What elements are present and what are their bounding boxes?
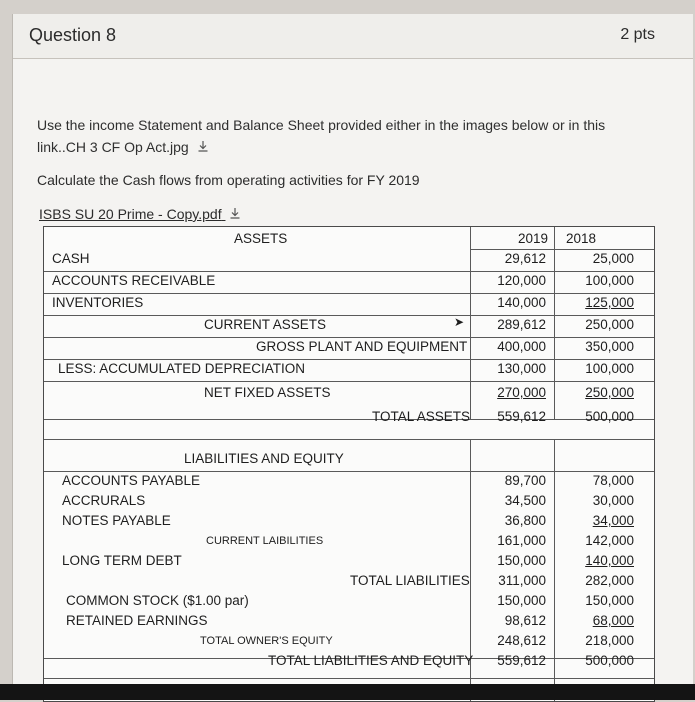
row-ar-label: ACCOUNTS RECEIVABLE [52,273,216,288]
assets-header: ASSETS [234,231,288,246]
row-total-liab-2019: 311,000 [498,573,546,588]
download-icon[interactable] [229,208,241,222]
row-gross-plant-label: GROSS PLANT AND EQUIPMENT [256,339,468,354]
row-current-liab-2018: 142,000 [585,533,634,548]
cursor-icon: ➤ [454,315,465,329]
calculate-prompt: Calculate the Cash flows from operating activities for FY 2019 [37,172,420,188]
row-common-stock-label: COMMON STOCK ($1.00 par) [66,593,249,608]
question-header [13,14,693,59]
row-ap-2019: 89,700 [504,473,546,488]
download-icon[interactable] [197,141,209,155]
row-common-stock-2019: 150,000 [497,593,546,608]
row-accum-dep-2019: 130,000 [497,361,546,376]
bottom-edge [0,684,695,700]
row-accrurals-2018: 30,000 [592,493,634,508]
row-total-assets-2019: 559,612 [497,409,546,424]
liabilities-header: LIABILITIES AND EQUITY [184,451,344,466]
row-inventories-label: INVENTORIES [52,295,144,310]
row-cash-2019: 29,612 [504,251,546,266]
row-accum-dep-2018: 100,000 [585,361,634,376]
row-gross-plant-2018: 350,000 [585,339,634,354]
row-ar-2018: 100,000 [585,273,634,288]
row-accrurals-label: ACCRURALS [62,493,146,508]
year-2019-header: 2019 [518,231,549,246]
pdf-link[interactable]: ISBS SU 20 Prime - Copy.pdf [39,206,222,222]
row-retained-2019: 98,612 [504,613,546,628]
row-total-assets-2018: 500,000 [585,409,634,424]
row-ltd-2019: 150,000 [497,553,546,568]
instruction-line-2 [37,136,637,159]
row-total-le-2018: 500,000 [585,653,634,668]
row-common-stock-2018: 150,000 [585,593,634,608]
row-inventories-2019: 140,000 [497,295,546,310]
row-accum-dep-label: LESS: ACCUMULATED DEPRECIATION [58,361,306,376]
row-cash-2018: 25,000 [592,251,634,266]
question-instructions [37,114,637,159]
question-points: 2 pts [620,26,655,43]
row-accrurals-2019: 34,500 [504,493,546,508]
row-total-liab-2018: 282,000 [585,573,634,588]
row-ar-2019: 120,000 [497,273,546,288]
row-current-assets-label: CURRENT ASSETS [204,317,327,332]
row-total-liab-label: TOTAL LIABILITIES [350,573,470,588]
row-ltd-2018: 140,000 [585,553,634,568]
row-notes-payable-2018: 34,000 [592,513,634,528]
question-title: Question 8 [29,25,117,45]
row-total-le-2019: 559,612 [497,653,546,668]
row-notes-payable-2019: 36,800 [504,513,546,528]
row-current-assets-2019: 289,612 [497,317,546,332]
row-current-liab-2019: 161,000 [497,533,546,548]
row-current-liab-label: CURRENT LAIBILITIES [206,535,324,547]
row-total-assets-label: TOTAL ASSETS [372,409,471,424]
image-link[interactable]: link..CH 3 CF Op Act.jpg [37,139,189,155]
row-ap-2018: 78,000 [592,473,634,488]
row-ap-label: ACCOUNTS PAYABLE [62,473,201,488]
row-ltd-label: LONG TERM DEBT [62,553,182,568]
row-gross-plant-2019: 400,000 [497,339,546,354]
row-net-fixed-2019: 270,000 [497,385,546,400]
row-inventories-2018: 125,000 [585,295,634,310]
row-owners-equity-2018: 218,000 [585,633,634,648]
row-owners-equity-2019: 248,612 [497,633,546,648]
row-current-assets-2018: 250,000 [585,317,634,332]
row-net-fixed-2018: 250,000 [585,385,634,400]
balance-sheet-image [43,226,655,702]
row-cash-label: CASH [52,251,90,266]
row-retained-2018: 68,000 [592,613,634,628]
row-owners-equity-label: TOTAL OWNER'S EQUITY [200,635,333,647]
year-2018-header: 2018 [566,231,597,246]
row-net-fixed-label: NET FIXED ASSETS [204,385,331,400]
row-retained-label: RETAINED EARNINGS [66,613,208,628]
pdf-link-row [39,206,241,222]
question-card [12,14,693,700]
instruction-line-1: Use the income Statement and Balance Sheet provided either in the images below or in this [37,117,606,133]
row-notes-payable-label: NOTES PAYABLE [62,513,171,528]
row-total-le-label: TOTAL LIABILITIES AND EQUITY [268,653,474,668]
